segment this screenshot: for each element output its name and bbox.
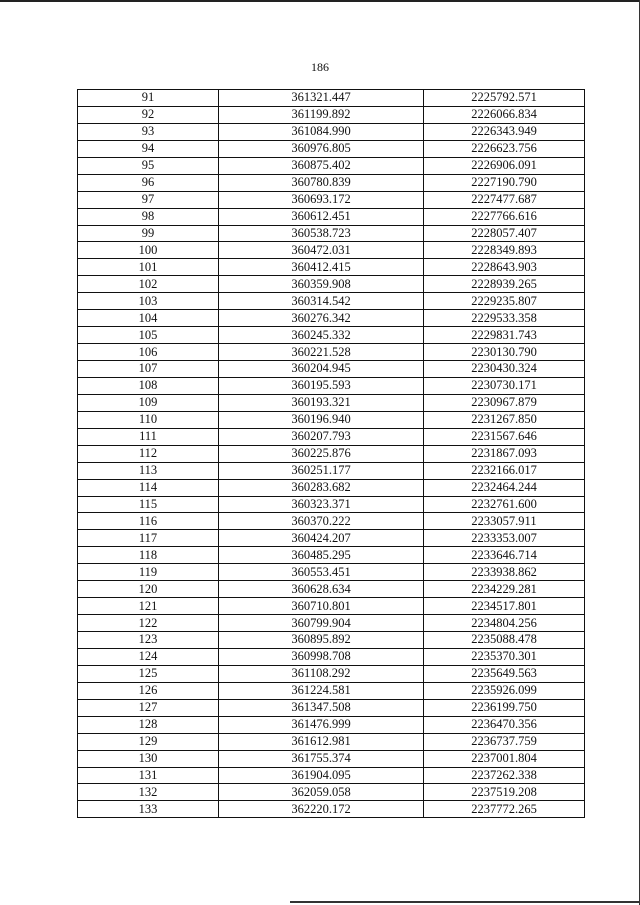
x-coordinate-cell: 362059.058 [219,784,424,801]
table-row [78,496,585,513]
y-coordinate-cell: 2226066.834 [424,106,585,123]
table-row [78,276,585,293]
table-row [78,428,585,445]
x-coordinate-cell: 360225.876 [219,445,424,462]
x-coordinate-cell: 360710.801 [219,598,424,615]
x-coordinate-cell: 361321.447 [219,90,424,107]
point-number-cell: 93 [78,123,219,140]
point-number-cell: 103 [78,293,219,310]
table-row [78,750,585,767]
table-row [78,327,585,344]
x-coordinate-cell: 360780.839 [219,174,424,191]
table-row [78,310,585,327]
point-number-cell: 119 [78,564,219,581]
point-number-cell: 99 [78,225,219,242]
y-coordinate-cell: 2225792.571 [424,90,585,107]
point-number-cell: 97 [78,191,219,208]
point-number-cell: 94 [78,140,219,157]
point-number-cell: 122 [78,615,219,632]
x-coordinate-cell: 360612.451 [219,208,424,225]
scan-edge-bottom [290,901,640,903]
x-coordinate-cell: 362220.172 [219,801,424,818]
x-coordinate-cell: 360976.805 [219,140,424,157]
point-number-cell: 102 [78,276,219,293]
table-row [78,615,585,632]
table-row [78,377,585,394]
page-number: 186 [311,60,329,74]
x-coordinate-cell: 360538.723 [219,225,424,242]
point-number-cell: 96 [78,174,219,191]
x-coordinate-cell: 360359.908 [219,276,424,293]
scan-edge-top [0,0,640,2]
y-coordinate-cell: 2229235.807 [424,293,585,310]
table-row [78,394,585,411]
x-coordinate-cell: 360207.793 [219,428,424,445]
x-coordinate-cell: 360693.172 [219,191,424,208]
point-number-cell: 108 [78,377,219,394]
table-row [78,106,585,123]
y-coordinate-cell: 2237519.208 [424,784,585,801]
point-number-cell: 127 [78,699,219,716]
point-number-cell: 130 [78,750,219,767]
table-row [78,801,585,818]
point-number-cell: 101 [78,259,219,276]
y-coordinate-cell: 2232464.244 [424,479,585,496]
x-coordinate-cell: 361612.981 [219,733,424,750]
point-number-cell: 118 [78,547,219,564]
table-row [78,90,585,107]
x-coordinate-cell: 361755.374 [219,750,424,767]
point-number-cell: 117 [78,530,219,547]
x-coordinate-cell: 360276.342 [219,310,424,327]
x-coordinate-cell: 360204.945 [219,361,424,378]
y-coordinate-cell: 2227477.687 [424,191,585,208]
x-coordinate-cell: 361108.292 [219,665,424,682]
x-coordinate-cell: 360485.295 [219,547,424,564]
y-coordinate-cell: 2231267.850 [424,411,585,428]
table-row [78,733,585,750]
table-row [78,293,585,310]
x-coordinate-cell: 360875.402 [219,157,424,174]
point-number-cell: 132 [78,784,219,801]
x-coordinate-cell: 361347.508 [219,699,424,716]
point-number-cell: 126 [78,682,219,699]
point-number-cell: 120 [78,581,219,598]
table-row [78,699,585,716]
y-coordinate-cell: 2236470.356 [424,716,585,733]
y-coordinate-cell: 2230430.324 [424,361,585,378]
x-coordinate-cell: 360193.321 [219,394,424,411]
y-coordinate-cell: 2231867.093 [424,445,585,462]
x-coordinate-cell: 361476.999 [219,716,424,733]
point-number-cell: 115 [78,496,219,513]
y-coordinate-cell: 2235926.099 [424,682,585,699]
x-coordinate-cell: 361199.892 [219,106,424,123]
y-coordinate-cell: 2235649.563 [424,665,585,682]
y-coordinate-cell: 2236737.759 [424,733,585,750]
y-coordinate-cell: 2232166.017 [424,462,585,479]
point-number-cell: 105 [78,327,219,344]
point-number-cell: 107 [78,361,219,378]
table-row [78,123,585,140]
coordinates-table-body [78,90,585,818]
table-row [78,191,585,208]
y-coordinate-cell: 2234804.256 [424,615,585,632]
point-number-cell: 128 [78,716,219,733]
y-coordinate-cell: 2229831.743 [424,327,585,344]
point-number-cell: 124 [78,648,219,665]
point-number-cell: 114 [78,479,219,496]
y-coordinate-cell: 2233646.714 [424,547,585,564]
y-coordinate-cell: 2233938.862 [424,564,585,581]
coordinates-table [77,89,585,818]
table-row [78,157,585,174]
point-number-cell: 116 [78,513,219,530]
point-number-cell: 109 [78,394,219,411]
point-number-cell: 106 [78,344,219,361]
x-coordinate-cell: 360412.415 [219,259,424,276]
table-row [78,225,585,242]
table-row [78,242,585,259]
y-coordinate-cell: 2236199.750 [424,699,585,716]
table-row [78,208,585,225]
point-number-cell: 133 [78,801,219,818]
y-coordinate-cell: 2228349.893 [424,242,585,259]
y-coordinate-cell: 2230967.879 [424,394,585,411]
x-coordinate-cell: 360553.451 [219,564,424,581]
y-coordinate-cell: 2230730.171 [424,377,585,394]
x-coordinate-cell: 360370.222 [219,513,424,530]
table-row [78,344,585,361]
point-number-cell: 98 [78,208,219,225]
y-coordinate-cell: 2237001.804 [424,750,585,767]
y-coordinate-cell: 2229533.358 [424,310,585,327]
y-coordinate-cell: 2226343.949 [424,123,585,140]
table-row [78,648,585,665]
y-coordinate-cell: 2233353.007 [424,530,585,547]
point-number-cell: 104 [78,310,219,327]
table-row [78,361,585,378]
point-number-cell: 121 [78,598,219,615]
point-number-cell: 95 [78,157,219,174]
y-coordinate-cell: 2234229.281 [424,581,585,598]
x-coordinate-cell: 360195.593 [219,377,424,394]
y-coordinate-cell: 2235088.478 [424,632,585,649]
y-coordinate-cell: 2234517.801 [424,598,585,615]
point-number-cell: 112 [78,445,219,462]
x-coordinate-cell: 360472.031 [219,242,424,259]
x-coordinate-cell: 360323.371 [219,496,424,513]
y-coordinate-cell: 2232761.600 [424,496,585,513]
point-number-cell: 123 [78,632,219,649]
table-row [78,259,585,276]
x-coordinate-cell: 360314.542 [219,293,424,310]
y-coordinate-cell: 2231567.646 [424,428,585,445]
x-coordinate-cell: 361904.095 [219,767,424,784]
point-number-cell: 129 [78,733,219,750]
y-coordinate-cell: 2226623.756 [424,140,585,157]
table-row [78,716,585,733]
y-coordinate-cell: 2237262.338 [424,767,585,784]
y-coordinate-cell: 2237772.265 [424,801,585,818]
table-row [78,411,585,428]
y-coordinate-cell: 2233057.911 [424,513,585,530]
point-number-cell: 92 [78,106,219,123]
y-coordinate-cell: 2235370.301 [424,648,585,665]
x-coordinate-cell: 360245.332 [219,327,424,344]
point-number-cell: 111 [78,428,219,445]
x-coordinate-cell: 361224.581 [219,682,424,699]
x-coordinate-cell: 360283.682 [219,479,424,496]
table-row [78,581,585,598]
point-number-cell: 110 [78,411,219,428]
point-number-cell: 100 [78,242,219,259]
point-number-cell: 113 [78,462,219,479]
y-coordinate-cell: 2228939.265 [424,276,585,293]
table-row [78,784,585,801]
table-row [78,547,585,564]
table-row [78,462,585,479]
y-coordinate-cell: 2227190.790 [424,174,585,191]
table-row [78,479,585,496]
y-coordinate-cell: 2230130.790 [424,344,585,361]
table-row [78,767,585,784]
x-coordinate-cell: 360799.904 [219,615,424,632]
table-row [78,445,585,462]
y-coordinate-cell: 2228057.407 [424,225,585,242]
x-coordinate-cell: 360196.940 [219,411,424,428]
y-coordinate-cell: 2227766.616 [424,208,585,225]
table-row [78,530,585,547]
table-row [78,632,585,649]
x-coordinate-cell: 361084.990 [219,123,424,140]
table-row [78,564,585,581]
point-number-cell: 125 [78,665,219,682]
table-row [78,513,585,530]
table-row [78,665,585,682]
y-coordinate-cell: 2226906.091 [424,157,585,174]
x-coordinate-cell: 360998.708 [219,648,424,665]
point-number-cell: 91 [78,90,219,107]
y-coordinate-cell: 2228643.903 [424,259,585,276]
point-number-cell: 131 [78,767,219,784]
table-row [78,174,585,191]
x-coordinate-cell: 360895.892 [219,632,424,649]
table-row [78,682,585,699]
x-coordinate-cell: 360628.634 [219,581,424,598]
table-row [78,140,585,157]
table-row [78,598,585,615]
x-coordinate-cell: 360221.528 [219,344,424,361]
x-coordinate-cell: 360424.207 [219,530,424,547]
x-coordinate-cell: 360251.177 [219,462,424,479]
